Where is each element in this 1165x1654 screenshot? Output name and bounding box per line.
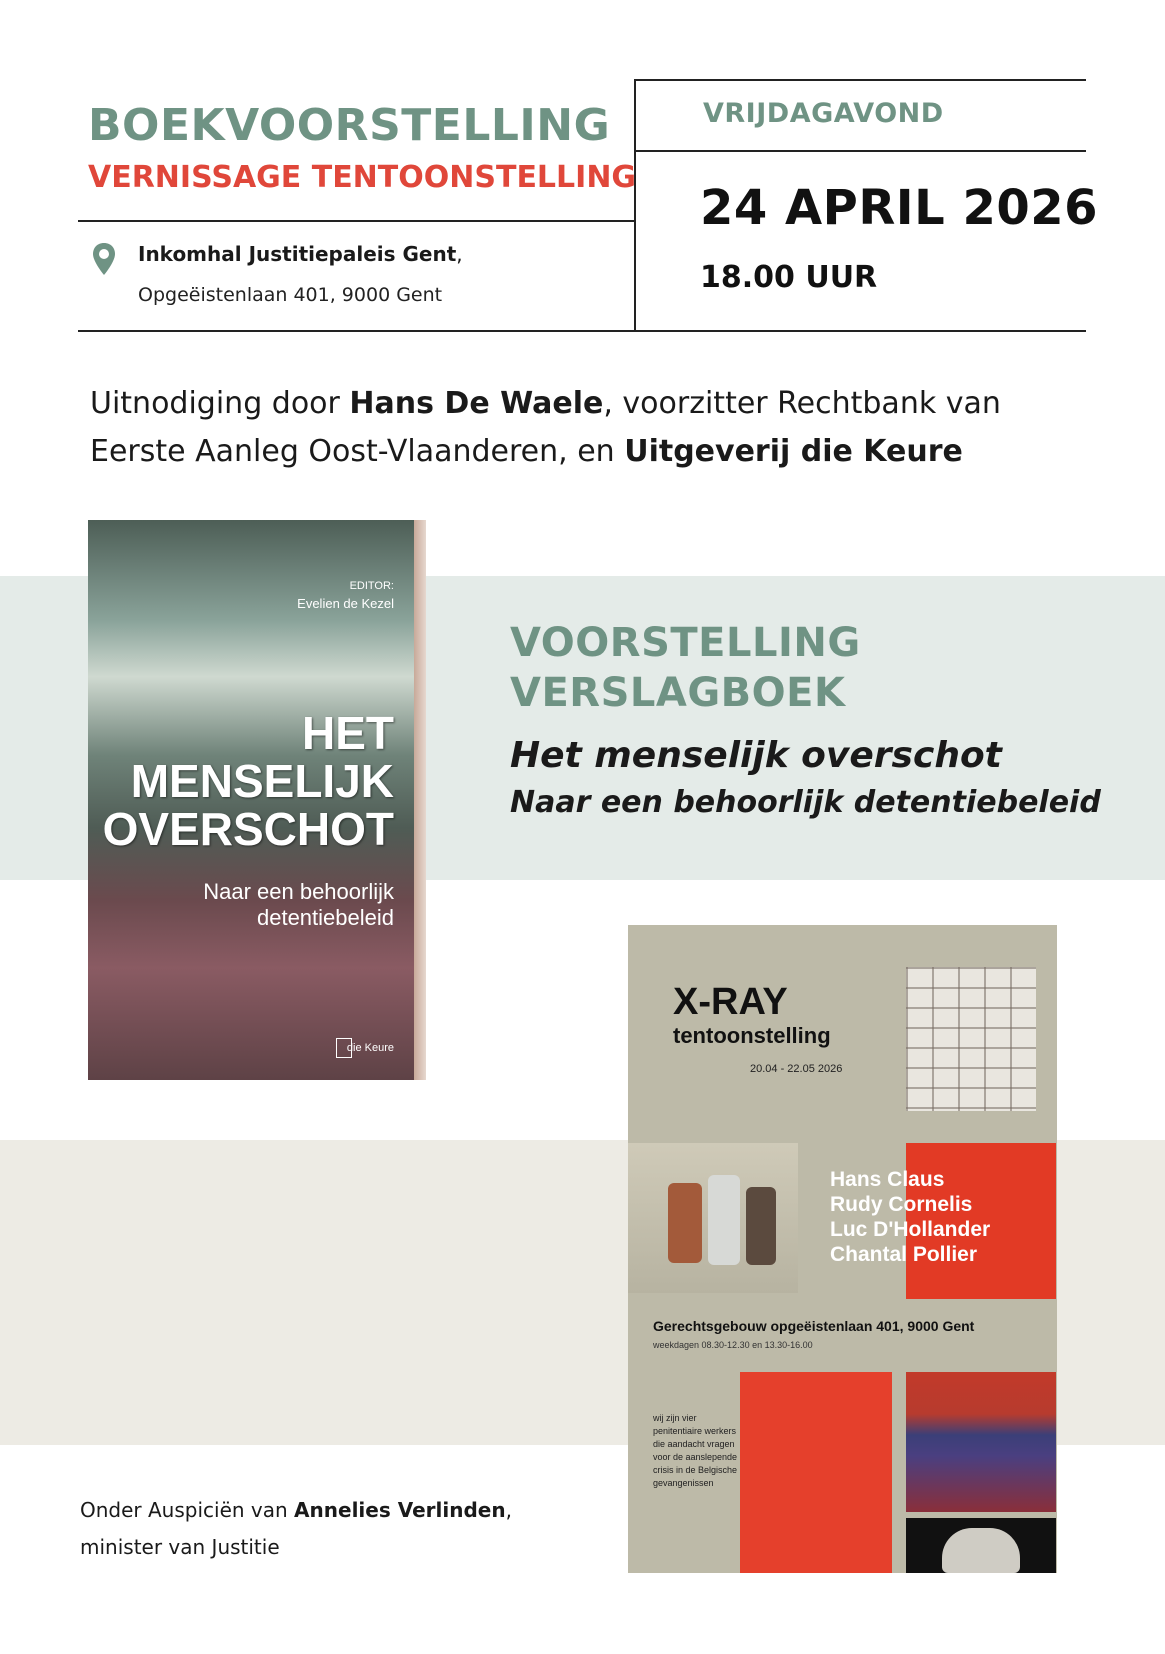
poster-figures-painting: [628, 1143, 798, 1293]
header-bottom-rule: [78, 330, 1086, 332]
header-rule-left: [78, 220, 634, 222]
book-cover-subtitle-line: detentiebeleid: [256, 905, 394, 930]
poster-title: X-RAY: [673, 981, 788, 1023]
artist-name: Chantal Pollier: [830, 1243, 978, 1266]
sculpture-shape: [942, 1528, 1020, 1573]
poster-artists: [830, 1167, 990, 1267]
map-pin-icon: [92, 242, 116, 276]
auspices-line: Onder Auspiciën van Annelies Verlinden,: [80, 1498, 512, 1522]
book-cover-title-line: OVERSCHOT: [102, 803, 394, 855]
exhibition-poster: [628, 925, 1057, 1573]
poster-dates: 20.04 - 22.05 2026: [750, 1063, 843, 1075]
figure-shape: [746, 1187, 776, 1265]
host-name: Hans De Waele: [349, 386, 604, 421]
header-top-rule: [634, 79, 1086, 81]
poster-sculpture-photo: [906, 1518, 1056, 1573]
book-editor-label: EDITOR:: [349, 580, 394, 592]
book-subtitle: Naar een behoorlijk detentiebeleid: [510, 785, 1101, 820]
auspices-role: minister van Justitie: [80, 1535, 280, 1559]
location-name: Inkomhal Justitiepaleis Gent,: [138, 242, 463, 266]
invitation-text: Uitnodiging door Hans De Waele, voorzitter Rechtbank van Eerste Aanleg Oost-Vlaanderen, en Uitgeverij die Keure: [90, 386, 1001, 469]
presentation-heading-line1: VOORSTELLING: [510, 620, 861, 666]
book-cover-subtitle-line: Naar een behoorlijk: [203, 879, 394, 904]
poster-red-square: [740, 1372, 892, 1573]
poster-venue: Gerechtsgebouw opgeëistenlaan 401, 9000 Gent: [653, 1318, 975, 1334]
poster-abstract-painting: [906, 1372, 1056, 1512]
book-cover-title-line: MENSELIJK: [130, 755, 394, 807]
poster-subtitle: tentoonstelling: [673, 1023, 831, 1048]
event-title: BOEKVOORSTELLING: [88, 100, 611, 151]
book-cover-front: [88, 520, 414, 1080]
poster-cells-artwork: [906, 967, 1036, 1111]
event-subtitle: VERNISSAGE TENTOONSTELLING: [88, 160, 637, 195]
location-address: Opgeëistenlaan 401, 9000 Gent: [138, 284, 443, 306]
presentation-heading-line2: VERSLAGBOEK: [510, 670, 846, 716]
publisher-name: Uitgeverij die Keure: [624, 434, 963, 469]
header-divider-vertical: [634, 79, 636, 331]
book-editor: Evelien de Kezel: [297, 596, 394, 611]
event-date: 24 APRIL 2026: [700, 180, 1099, 236]
book-cover-title-line: HET: [302, 707, 394, 759]
poster-hours: weekdagen 08.30-12.30 en 13.30-16.00: [653, 1340, 813, 1350]
book-cover-image: [88, 520, 426, 1080]
artist-name: Rudy Cornelis: [830, 1193, 973, 1216]
event-day: VRIJDAGAVOND: [703, 98, 944, 129]
book-spine: [414, 520, 426, 1080]
header-rule-right: [634, 150, 1086, 152]
minister-name: Annelies Verlinden: [294, 1498, 506, 1522]
artist-name: Luc D'Hollander: [830, 1218, 991, 1241]
artist-name: Hans Claus: [830, 1168, 945, 1191]
book-title: Het menselijk overschot: [510, 735, 1002, 776]
figure-shape: [668, 1183, 702, 1263]
book-cover-publisher: die Keure: [346, 1042, 394, 1054]
poster-blurb: wij zijn vier penitentiaire werkers die aandacht vragen voor de aanslepende crisis in de Belgische gevangenissen: [653, 1413, 738, 1488]
figure-shape: [708, 1175, 740, 1265]
event-time: 18.00 UUR: [700, 260, 878, 295]
